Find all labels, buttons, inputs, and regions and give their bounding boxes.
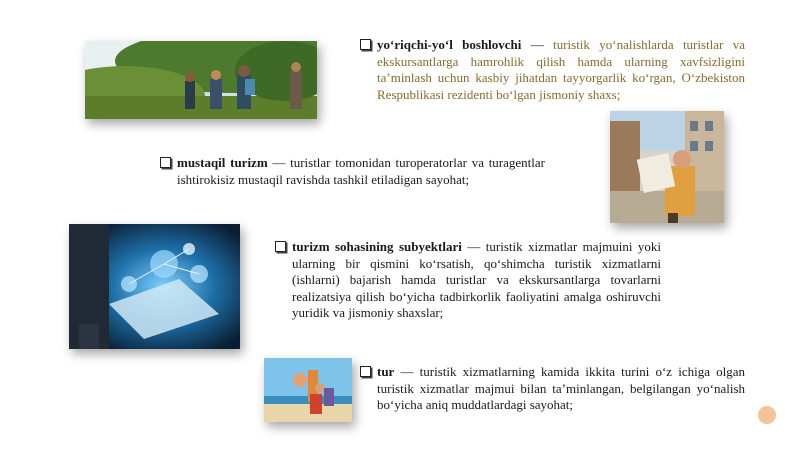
term-label: mustaqil turizm (177, 155, 268, 170)
definition-text: turistik xizmatlarning kamida ikkita turini o‘z ichiga olgan turistik xizmatlar majmui bilan ta’minlangan, belgilangan yo‘nalish bo‘yicha aniq muddatlardagi sayohat; (377, 364, 746, 413)
definition-tourism-subjects (292, 239, 661, 322)
definition-guide (377, 37, 745, 103)
page-indicator-dot (758, 406, 776, 424)
tablet-network-photo (69, 224, 240, 349)
term-label: turizm sohasining subyektlari (292, 239, 462, 254)
square-bullet-icon (360, 39, 371, 50)
term-dash: — (461, 239, 486, 254)
hikers-photo (85, 41, 317, 119)
term-label: yo‘riqchi-yo‘l boshlovchi (377, 37, 522, 52)
definition-tour (377, 364, 745, 414)
term-label: tur (377, 364, 395, 379)
definition-independent-tourism (177, 155, 545, 188)
beach-traveler-photo (264, 358, 352, 422)
term-dash: — (521, 37, 554, 52)
map-reader-photo (610, 111, 724, 223)
square-bullet-icon (360, 366, 371, 377)
definition-text: turistik xizmatlar majmuini yoki ularning bir qismini ko‘rsatish, qo‘shimcha turistik xizmatlarni (ishlarni) bajarish hamda turistlar va ekskursantlarga tovarlarni realizatsiya qilish bo‘yicha tadbirkorlik faoliyatini amalga oshiruvchi yuridik va jismoniy shaxslar; (292, 239, 662, 321)
square-bullet-icon (275, 241, 286, 252)
square-bullet-icon (160, 157, 171, 168)
definition-text: turistlar tomonidan turoperatorlar va turagentlar ishtirokisiz mustaqil ravishda tashkil etiladigan sayohat; (177, 155, 545, 187)
term-dash: — (394, 364, 420, 379)
definition-text: turistik yo‘nalishlarda turistlar va ekskursantlarga hamrohlik qilish hamda ularning xavfsizligini ta’minlash uchun kasbiy jihatdan tayyorgarlik ko‘rgan, O‘zbekiston Respublikasi rezidenti bo‘lgan jismoniy shaxs; (377, 37, 745, 102)
term-dash: — (267, 155, 291, 170)
